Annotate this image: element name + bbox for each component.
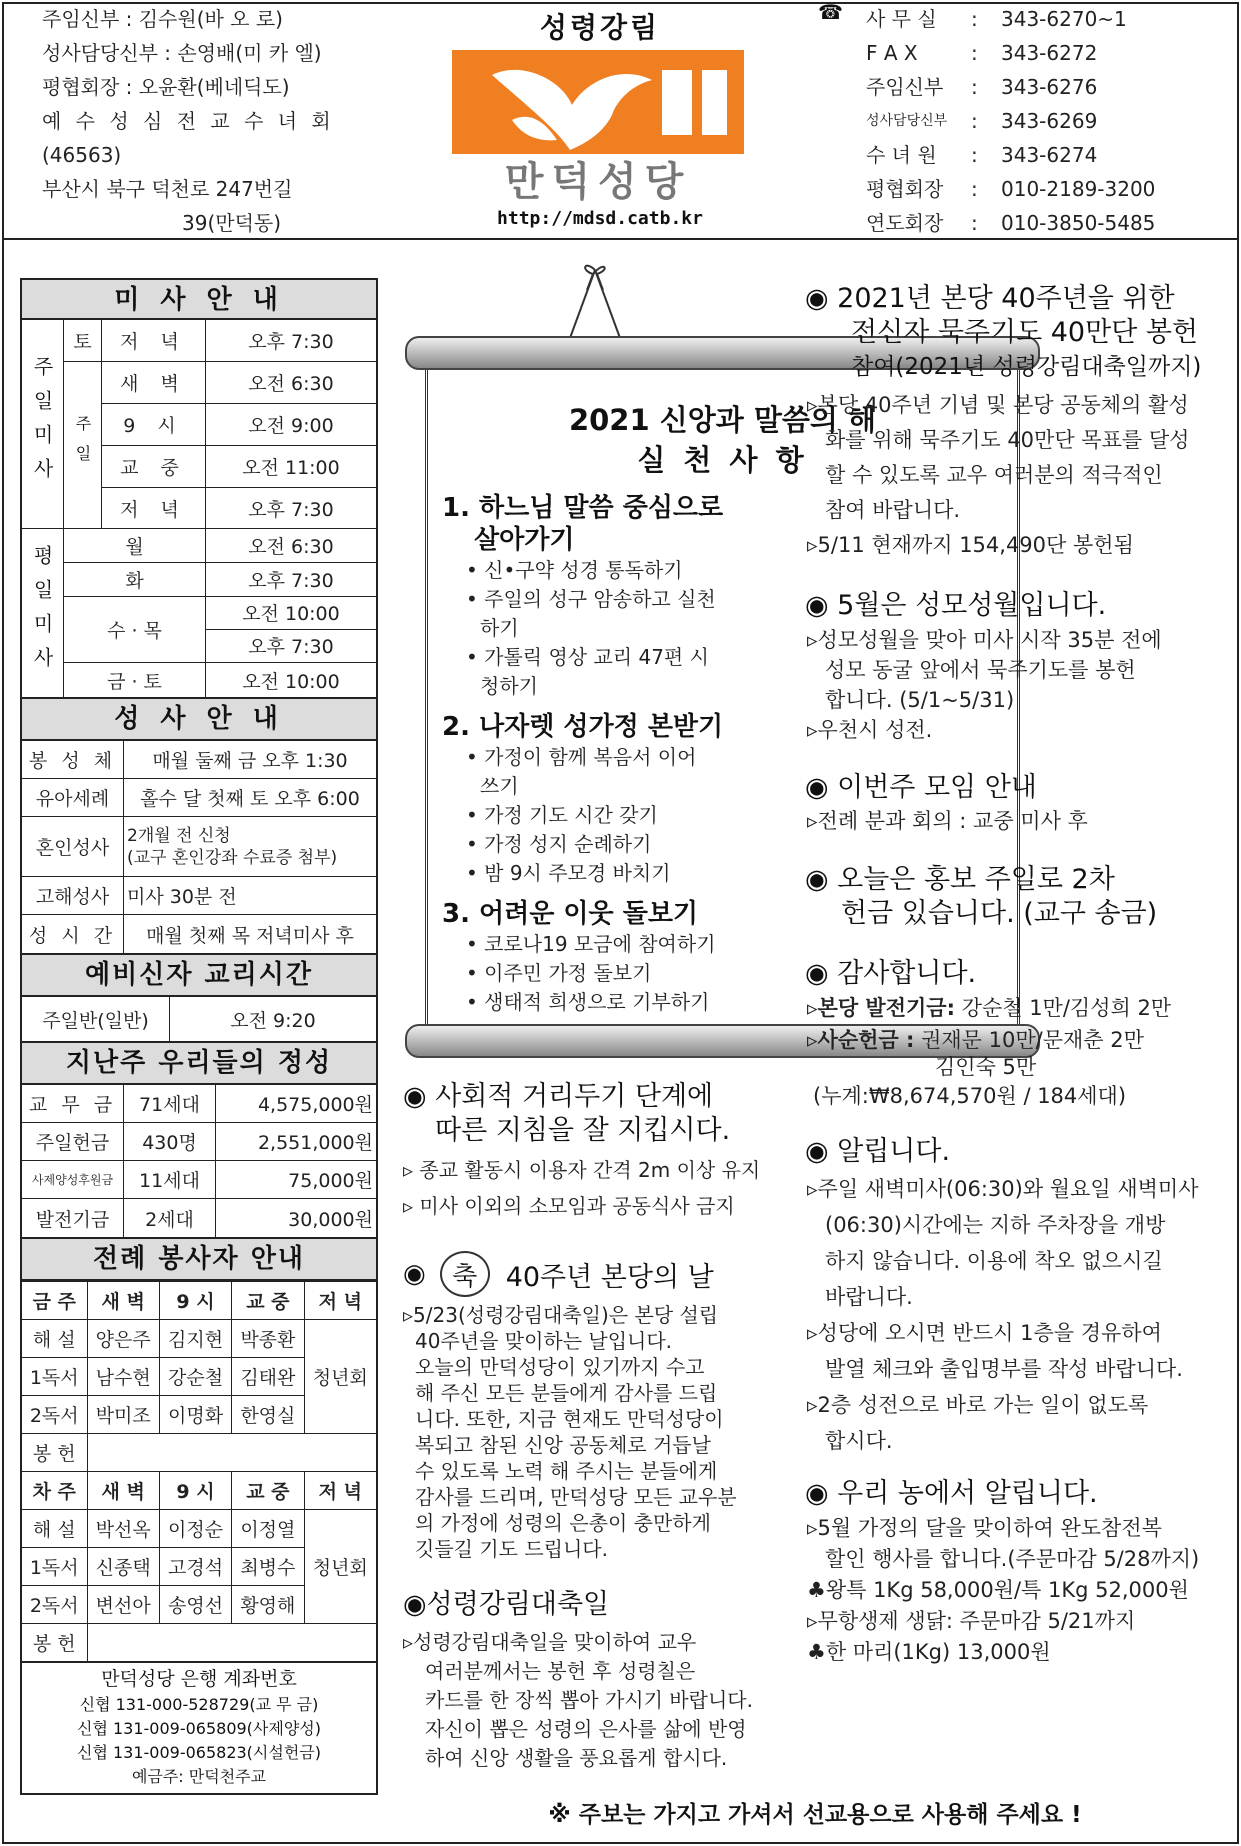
may-body: ▹성모성월을 맞아 미사 시작 35분 전에 성모 동굴 앞에서 묵주기도를 봉헌 합니다. (5/1~5/31) ▹우천시 성전. xyxy=(807,628,1162,742)
mass-time: 오전 6:30 xyxy=(248,373,334,395)
mass-name: 교 중 xyxy=(102,446,206,487)
offering-title: 지난주 우리들의 정성 xyxy=(20,1043,378,1085)
sun-label: 주일 xyxy=(64,362,102,528)
sacrament-name: 봉 성 체 xyxy=(22,741,124,778)
pentecost-body: ▹성령강림대축일을 맞이하여 교우 여러분께서는 봉헌 후 성령칠은 카드를 한 장씩 뽑아 가시기 바랍니다. 자신이 뽑은 성령의 은사를 삶에 반영 하여 신앙 생활을 풍요롭게 합시다. xyxy=(403,1630,753,1770)
mass-table xyxy=(20,320,378,699)
sat-label: 토 xyxy=(64,320,102,361)
sacrament-name: 고해성사 xyxy=(22,877,124,914)
header-left-info xyxy=(42,2,422,240)
sacrament-name: 혼인성사 xyxy=(22,817,124,876)
scroll-subtitle: 실 천 사 항 xyxy=(637,443,808,477)
celebration-badge-icon: 축 xyxy=(440,1251,490,1297)
servers-head xyxy=(21,1472,377,1510)
right-column xyxy=(805,282,1230,1668)
practice-heading-1: 1. 하느님 말씀 중심으로 xyxy=(442,493,724,523)
mass-col: 새 벽 xyxy=(87,1472,159,1510)
meeting-body: ▹전례 분과 회의 : 교중 미사 후 xyxy=(807,809,1088,833)
sacrament-time: 2개월 전 신청 xyxy=(127,825,231,846)
server-name: 최병수 xyxy=(232,1548,304,1586)
server-name: 양은주 xyxy=(87,1320,159,1358)
mass-time: 오후 7:30 xyxy=(248,636,334,659)
contact-convent: 수 녀 원 : 343-6274 xyxy=(866,143,1098,167)
role: 2독서 xyxy=(21,1396,87,1434)
sisters-line: 예 수 성 심 전 교 수 녀 회 xyxy=(42,109,335,133)
mass-col: 9 시 xyxy=(159,1472,231,1510)
thanks-row: ▹사순헌금 : 권재문 10만/문재춘 2만 xyxy=(807,1028,1144,1052)
server-name: 김지현 xyxy=(159,1320,231,1358)
contact-list xyxy=(866,2,1236,240)
offering-type: 사제양성후원금 xyxy=(22,1161,124,1198)
server-name: 송영선 xyxy=(159,1586,231,1624)
mass-name: 저 녁 xyxy=(102,488,206,528)
mass-col: 저 녁 xyxy=(304,1282,377,1320)
website-link[interactable]: http://mdsd.catb.kr xyxy=(497,208,703,229)
server-name: 황영해 xyxy=(232,1586,304,1624)
class-time: 오전 9:20 xyxy=(230,1009,316,1032)
bank-box xyxy=(20,1663,378,1795)
sacrament-time: 매월 둘째 금 오후 1:30 xyxy=(152,750,348,772)
notice-body: ▹주일 새벽미사(06:30)와 월요일 새벽미사 (06:30)시간에는 지하 주차장을 개방 하지 않습니다. 이용에 착오 없으시길 바랍니다. ▹성당에 오시면 반드시 1층을 경유하여 발열 체크와 출입명부를 작성 바랍니다. ▹2층 성전으로 바로 가는 일이 없도록 합시다. xyxy=(807,1177,1199,1453)
list-item: • 주일의 성구 암송하고 실천하기 xyxy=(466,587,716,640)
mass-name: 9 시 xyxy=(102,404,206,445)
offering-count: 71세대 xyxy=(124,1085,216,1122)
church-name: 만덕성당 xyxy=(504,159,692,205)
council-president-line: 평협회장 : 오윤환(베네딕도) xyxy=(42,75,290,99)
mass-time: 오후 7:30 xyxy=(248,331,334,353)
sacrament-time: 매월 첫째 목 저녁미사 후 xyxy=(146,924,354,947)
offering-count: 430명 xyxy=(124,1123,216,1160)
catechumen-table xyxy=(20,997,378,1043)
table-row xyxy=(21,1320,377,1358)
bank-title: 만덕성당 은행 계좌번호 xyxy=(101,1667,297,1690)
sacrament-name: 유아세례 xyxy=(22,779,124,816)
scroll-title: 2021 신앙과 말씀의 해 xyxy=(568,403,877,437)
footer-note: ※ 주보는 가지고 가셔서 선교용으로 사용해 주세요 ! xyxy=(548,1802,1082,1828)
meeting-heading: ◉ 이번주 모임 안내 xyxy=(805,772,1037,803)
evening-group: 청년회 xyxy=(304,1510,377,1624)
list-item: • 신•구약 성경 통독하기 xyxy=(466,558,683,582)
left-column xyxy=(20,278,378,1795)
week-label: 금 주 xyxy=(21,1282,87,1320)
account-holder: 예금주: 만덕천주교 xyxy=(131,1766,267,1786)
role: 봉 헌 xyxy=(21,1624,87,1662)
server-name: 박선옥 xyxy=(87,1510,159,1548)
offering-type: 주일헌금 xyxy=(22,1123,124,1160)
postal-code: (46563) xyxy=(42,143,122,167)
list-item: • 가정이 함께 복음서 이어쓰기 xyxy=(466,745,697,798)
mass-name: 새 벽 xyxy=(102,362,206,403)
middle-notices xyxy=(403,1080,783,1773)
header-divider xyxy=(2,238,1239,240)
contact-fax: F A X : 343-6272 xyxy=(866,41,1098,65)
address-line-2: 39(만덕동) xyxy=(182,211,282,235)
server-name: 이정열 xyxy=(232,1510,304,1548)
practice-heading-2: 2. 나자렛 성가정 본받기 xyxy=(442,712,724,742)
sacrament-note: (교구 혼인강좌 수료증 첨부) xyxy=(127,847,338,868)
contact-pastor: 주임신부 : 343-6276 xyxy=(866,75,1098,99)
mass-col: 새 벽 xyxy=(87,1282,159,1320)
bank-account: 신협 131-009-065823(시설헌금) xyxy=(76,1742,321,1762)
server-name: 이명화 xyxy=(159,1396,231,1434)
offering-count: 11세대 xyxy=(124,1161,216,1198)
sunday-mass-label: 주일미사 xyxy=(22,320,64,529)
mass-time: 오전 10:00 xyxy=(206,597,376,630)
weekday-name: 수 · 목 xyxy=(64,597,206,662)
contact-council: 평협회장 : 010-2189-3200 xyxy=(866,177,1156,201)
contact-assistant: 성사담당신부 : 343-6269 xyxy=(866,109,1098,133)
server-name: 변선아 xyxy=(87,1586,159,1624)
rosary-heading-3: 참여(2021년 성령강림대축일까지) xyxy=(851,354,1202,380)
offering-count: 2세대 xyxy=(124,1199,216,1237)
offering-amount: 75,000원 xyxy=(288,1170,373,1192)
distancing-heading-2: 따른 지침을 잘 지킵시다. xyxy=(435,1115,731,1146)
list-item: • 가정 기도 시간 갖기 xyxy=(466,803,658,827)
marker: ◉ xyxy=(403,1259,426,1289)
mass-name: 저 녁 xyxy=(102,320,206,361)
mass-title: 미 사 안 내 xyxy=(20,278,378,320)
mass-col: 저 녁 xyxy=(304,1472,377,1510)
mass-time: 오후 7:30 xyxy=(248,498,334,521)
rosary-heading-2: 전신자 묵주기도 40만단 봉헌 xyxy=(851,317,1199,348)
sacrament-time: 미사 30분 전 xyxy=(127,886,237,908)
church-logo xyxy=(452,50,744,154)
may-heading: ◉ 5월은 성모성월입니다. xyxy=(805,590,1107,621)
thanks-row: 김인숙 5만 xyxy=(935,1055,1037,1079)
empty-cell xyxy=(87,1624,377,1662)
list-item: • 코로나19 모금에 참여하기 xyxy=(466,932,716,956)
mass-col: 교 중 xyxy=(232,1282,304,1320)
mass-time: 오전 9:00 xyxy=(248,415,334,437)
anniversary-body: ▹5/23(성령강림대축일)은 본당 설립 40주년을 맞이하는 날입니다. 오늘의 만덕성당이 있기까지 수고 해 주신 모든 분들에게 감사를 드립 니다. 또한, 지금 현재도 만덕성당이 복되고 참된 신앙 공동체로 거듭날 수 있도록 노력 해 주시는 분들에게 감사를 드리며, 만덕성당 모든 교우분 의 가정에 성령의 은총이 충만하게 깃들길 기도 드립니다. xyxy=(403,1303,737,1561)
server-name: 박종환 xyxy=(232,1320,304,1358)
table-row xyxy=(21,1510,377,1548)
mass-time: 오후 7:30 xyxy=(248,570,334,592)
address-line-1: 부산시 북구 덕천로 247번길 xyxy=(42,177,293,201)
pastor-line: 주임신부 : 김수원(바 오 로) xyxy=(42,7,283,31)
role: 1독서 xyxy=(21,1548,87,1586)
table-row xyxy=(21,1434,377,1472)
promo-heading: ◉ 오늘은 홍보 주일로 2차 xyxy=(805,864,1115,895)
offering-amount: 4,575,000원 xyxy=(257,1094,373,1116)
thanks-total: (누계:₩8,674,570원 / 184세대) xyxy=(813,1084,1127,1108)
server-name: 한영실 xyxy=(232,1396,304,1434)
notice-heading: ◉ 알립니다. xyxy=(805,1136,951,1167)
weekday-name: 월 xyxy=(64,529,206,562)
servers-head xyxy=(21,1282,377,1320)
thanks-heading: ◉ 감사합니다. xyxy=(805,958,977,989)
sacrament-name: 성 시 간 xyxy=(22,915,124,953)
role: 1독서 xyxy=(21,1358,87,1396)
evening-group: 청년회 xyxy=(304,1320,377,1434)
server-name: 신종택 xyxy=(87,1548,159,1586)
role: 해 설 xyxy=(21,1320,87,1358)
offering-type: 교 무 금 xyxy=(22,1085,124,1122)
sacrament-title: 성 사 안 내 xyxy=(20,699,378,741)
farm-body: ▹5월 가정의 달을 맞이하여 완도참전복 할인 행사를 합니다.(주문마감 5/28까지) ♣왕특 1Kg 58,000원/특 1Kg 52,000원 ▹무항생제 생닭: 주문마감 5/21까지 ♣한 마리(1Kg) 13,000원 xyxy=(807,1516,1200,1664)
offering-amount: 2,551,000원 xyxy=(257,1132,373,1154)
server-name: 강순철 xyxy=(159,1358,231,1396)
distancing-rule: ▹ 종교 활동시 이용자 간격 2m 이상 유지 xyxy=(403,1158,761,1182)
sacrament-time: 홀수 달 첫째 토 오후 6:00 xyxy=(140,788,360,810)
pentecost-heading: ◉성령강림대축일 xyxy=(403,1589,610,1620)
mass-time: 오전 6:30 xyxy=(248,536,334,558)
feast-title: 성령강림 xyxy=(539,11,661,44)
anniversary-heading xyxy=(403,1250,783,1298)
table-row xyxy=(21,1624,377,1662)
practice-heading-1b: 살아가기 xyxy=(474,525,575,555)
rosary-heading: ◉ 2021년 본당 40주년을 위한 xyxy=(805,283,1175,314)
week-label: 차 주 xyxy=(21,1472,87,1510)
list-item: • 밤 9시 주모경 바치기 xyxy=(466,861,671,885)
list-item: • 가톨릭 영상 교리 47편 시청하기 xyxy=(466,645,709,698)
bank-account: 신협 131-000-528729(교 무 금) xyxy=(79,1694,319,1714)
distancing-rule: ▹ 미사 이외의 소모임과 공동식사 금지 xyxy=(403,1194,735,1218)
servers-title: 전례 봉사자 안내 xyxy=(20,1239,378,1281)
empty-cell xyxy=(87,1434,377,1472)
mass-col: 9 시 xyxy=(159,1282,231,1320)
practice-heading-3: 3. 어려운 이웃 돌보기 xyxy=(442,899,699,929)
offering-type: 발전기금 xyxy=(22,1199,124,1237)
mass-time: 오전 11:00 xyxy=(242,457,340,479)
list-item: • 이주민 가정 돌보기 xyxy=(466,961,652,985)
server-name: 이정순 xyxy=(159,1510,231,1548)
mass-col: 교 중 xyxy=(232,1472,304,1510)
class-name: 주일반(일반) xyxy=(22,997,170,1041)
dove-flame-icon xyxy=(452,50,744,154)
sacrament-table xyxy=(20,741,378,955)
servers-this-week xyxy=(20,1281,378,1663)
weekday-mass-label: 평일미사 xyxy=(22,529,64,697)
assistant-priest-line: 성사담당신부 : 손영배(미 카 엘) xyxy=(42,41,322,65)
weekday-name: 금 · 토 xyxy=(64,663,206,697)
farm-heading: ◉ 우리 농에서 알립니다. xyxy=(805,1478,1098,1509)
contact-office: 사 무 실 : 343-6270~1 xyxy=(866,7,1127,31)
offering-amount: 30,000원 xyxy=(288,1208,373,1231)
list-item: • 생태적 희생으로 기부하기 xyxy=(466,990,710,1014)
contact-funeral: 연도회장 : 010-3850-5485 xyxy=(866,211,1156,235)
server-name: 남수현 xyxy=(87,1358,159,1396)
anniversary-title: 40주년 본당의 날 xyxy=(505,1261,714,1293)
offering-table xyxy=(20,1085,378,1239)
server-name: 박미조 xyxy=(87,1396,159,1434)
promo-heading-2: 헌금 있습니다. (교구 송금) xyxy=(841,898,1158,929)
list-item: • 가정 성지 순례하기 xyxy=(466,832,652,856)
thanks-row: ▹본당 발전기금: 강순철 1만/김성희 2만 xyxy=(807,996,1172,1020)
distancing-heading: ◉ 사회적 거리두기 단계에 xyxy=(403,1081,714,1112)
rosary-body: ▹본당 40주년 기념 및 본당 공동체의 활성 화를 위해 묵주기도 40만단 목표를 달성 할 수 있도록 교우 여러분의 적극적인 참여 바랍니다. ▹5/11 현재까지 154,490단 봉헌됨 xyxy=(807,393,1190,557)
bank-account: 신협 131-009-065809(사제양성) xyxy=(76,1718,321,1738)
server-name: 고경석 xyxy=(159,1548,231,1586)
mass-time: 오전 10:00 xyxy=(242,670,340,693)
role: 2독서 xyxy=(21,1586,87,1624)
hanging-string-icon xyxy=(565,260,625,340)
server-name: 김태완 xyxy=(232,1358,304,1396)
weekday-name: 화 xyxy=(64,563,206,596)
role: 해 설 xyxy=(21,1510,87,1548)
role: 봉 헌 xyxy=(21,1434,87,1472)
catechumen-title: 예비신자 교리시간 xyxy=(20,955,378,997)
phone-icon: ☎ xyxy=(818,0,843,24)
